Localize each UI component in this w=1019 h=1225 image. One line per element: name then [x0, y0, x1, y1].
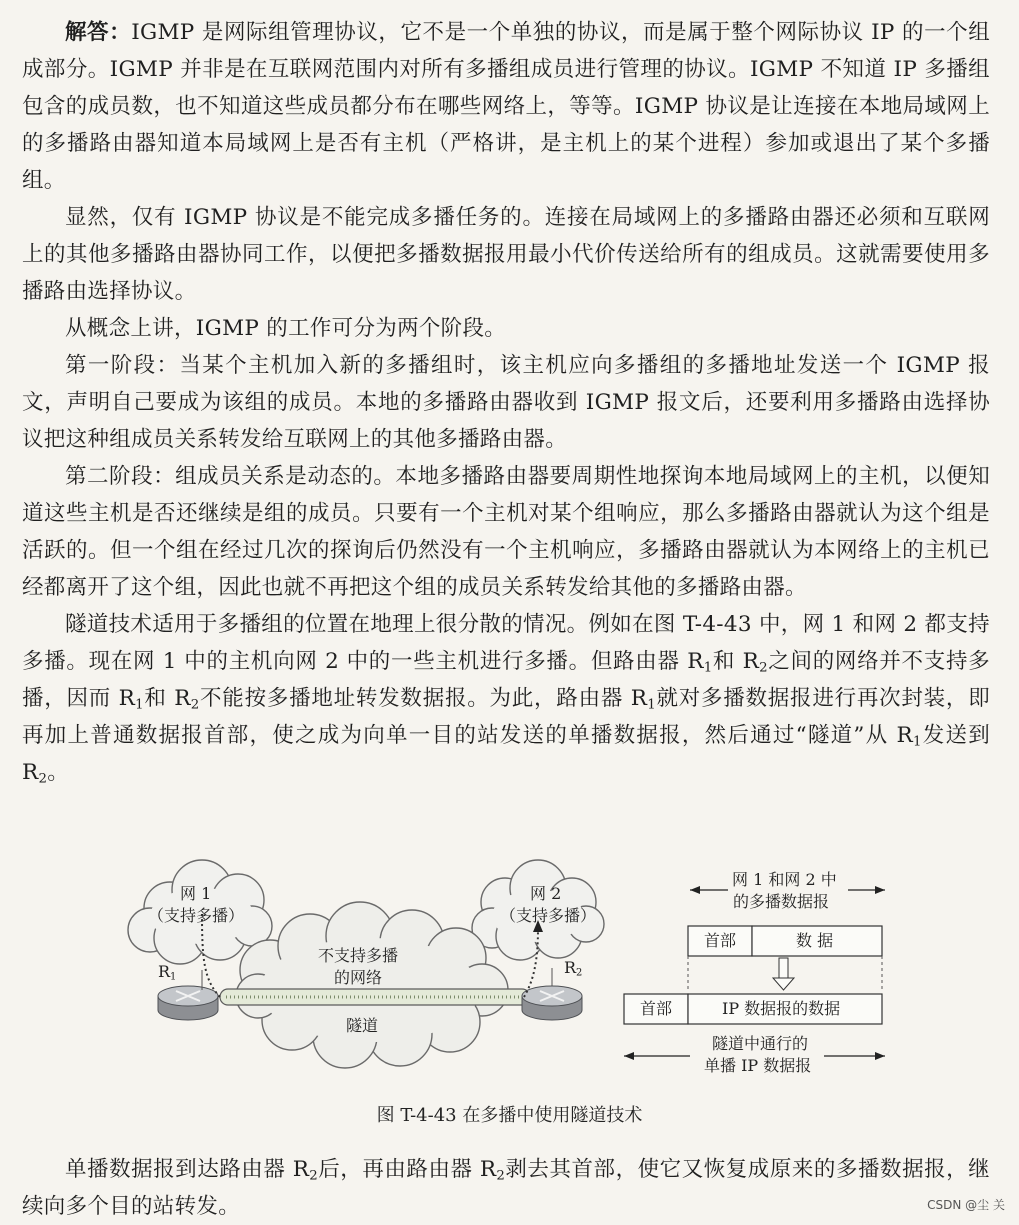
figure-caption: 图 T-4-43 在多播中使用隧道技术 — [376, 1105, 643, 1126]
paragraph-5: 第二阶段：组成员关系是动态的。本地多播路由器要周期性地探询本地局域网上的主机，以便知道这些主机是否还继续是组的成员。只要有一个主机对某个组响应，那么多播路由器就认为这个组是活跃的。但一个组在经过几次的探询后仍然没有一个主机响应，多播路由器就认为本网络上的主机已经都离开了这个组，因此也就不再把这个组的成员关系转发给其他的多播路由器。 — [22, 464, 990, 600]
sub: 1 — [135, 697, 144, 713]
arrow-left-icon — [624, 1052, 634, 1060]
answer-label: 解答： — [65, 20, 132, 45]
middle-net-line2: 的网络 — [334, 968, 383, 987]
router-r2-label — [564, 958, 582, 978]
paragraph-4: 第一阶段：当某个主机加入新的多播组时，该主机应向多播组的多播地址发送一个 IGMP 报文，声明自己要成为该组的成员。本地的多播路由器收到 IGMP 报文后，还要利用多播路由选择协议把这种组成员关系转发给互联网上的其他多播路由器。 — [22, 353, 990, 452]
router-r2-icon — [522, 986, 582, 1020]
sub: 2 — [190, 697, 200, 713]
multicast-header-cell: 首部 — [704, 931, 737, 950]
router-r1-icon — [158, 986, 218, 1020]
unicast-header-cell: 首部 — [640, 999, 673, 1018]
sub: 2 — [759, 660, 768, 676]
closing-seg-b: 后，再由路由器 R — [318, 1157, 497, 1182]
router-r1-label — [158, 962, 176, 982]
arrow-right-icon — [875, 1052, 885, 1060]
paragraph-3: 从概念上讲，IGMP 的工作可分为两个阶段。 — [65, 316, 507, 341]
sub: 1 — [647, 697, 656, 713]
r-letter: R — [564, 958, 577, 977]
sub: 2 — [576, 967, 583, 979]
arrow-right-icon — [875, 886, 885, 894]
p6-seg-f: 就对多播数据报进行再次封装，即再加上普通数据报首部，使之成为向单一目的站发送的单播数据报，然后通过“隧道”从 R — [22, 686, 990, 748]
paragraph-2: 显然，仅有 IGMP 协议是不能完成多播任务的。连接在局域网上的多播路由器还必须和互联网上的其他多播路由器协同工作，以便把多播数据报用最小代价传送给所有的组成员。这就需要使用多播路由选择协议。 — [22, 205, 990, 304]
bottom-arrow-line1: 隧道中通行的 — [712, 1034, 809, 1053]
net1-note: （支持多播） — [148, 906, 245, 925]
p6-seg-d: 和 R — [143, 686, 191, 711]
closing-seg-c: 剥去其首部，使它又恢复成原来的多播数据报，继续向多个目的站转发。 — [22, 1157, 990, 1219]
closing-text — [22, 1151, 990, 1225]
sub: 1 — [703, 660, 713, 676]
p6-seg-a: 隧道技术适用于多播组的位置在地理上很分散的情况。例如在图 T-4-43 中，网 1 和网 2 都支持多播。现在网 1 中的主机向网 2 中的一些主机进行多播。但路由器 R — [22, 612, 990, 674]
p6-seg-g: 发送到 R — [22, 723, 990, 785]
paragraph-6 — [22, 606, 990, 791]
arrow-left-icon — [690, 886, 700, 894]
p6-seg-e: 不能按多播地址转发数据报。为此，路由器 R — [199, 686, 648, 711]
unicast-data-cell: IP 数据报的数据 — [722, 999, 841, 1018]
closing-seg-a: 单播数据报到达路由器 R — [65, 1157, 310, 1182]
top-arrow-line1: 网 1 和网 2 中 — [732, 870, 837, 889]
bottom-arrow-line2: 单播 IP 数据报 — [704, 1056, 812, 1075]
sub: 1 — [912, 734, 922, 750]
sub: 2 — [496, 1168, 506, 1184]
down-arrow-icon — [773, 958, 794, 990]
sub: 2 — [38, 771, 48, 787]
tunnel-label: 隧道 — [346, 1016, 379, 1035]
middle-net-line1: 不支持多播 — [318, 946, 399, 965]
paragraph-1 — [22, 14, 990, 199]
multicast-data-cell: 数 据 — [796, 931, 834, 950]
r-letter: R — [158, 962, 171, 981]
p6-seg-b: 和 R — [712, 649, 760, 674]
paragraph-1-text: IGMP 是网际组管理协议，它不是一个单独的协议，而是属于整个网际协议 IP 的一个组成部分。IGMP 并非是在互联网范围内对所有多播组成员进行管理的协议。IGMP 不知道 IP 多播组包含的成员数，也不知道这些成员都分布在哪些网络上，等等。IGMP 协议是让连接在本地局域网上的多播路由器知道本局域网上是否有主机（严格讲，是主机上的某个进程）参加或退出了某个多播组。 — [22, 20, 991, 193]
net1-name: 网 1 — [180, 884, 212, 903]
p6-seg-h: 。 — [47, 760, 70, 785]
sub: 1 — [170, 971, 177, 983]
net2-note: （支持多播） — [500, 906, 597, 925]
closing-paragraph — [22, 1151, 990, 1225]
answer-text — [22, 14, 990, 791]
p6-seg-c: 之间的网络并不支持多播，因而 R — [22, 649, 990, 711]
tunnel-pipe — [220, 989, 530, 1005]
net2-name: 网 2 — [530, 884, 562, 903]
tunnel-figure — [120, 850, 900, 1100]
watermark: CSDN @尘 关 — [927, 1198, 1005, 1212]
sub: 2 — [309, 1168, 319, 1184]
top-arrow-line2: 的多播数据报 — [733, 892, 830, 911]
